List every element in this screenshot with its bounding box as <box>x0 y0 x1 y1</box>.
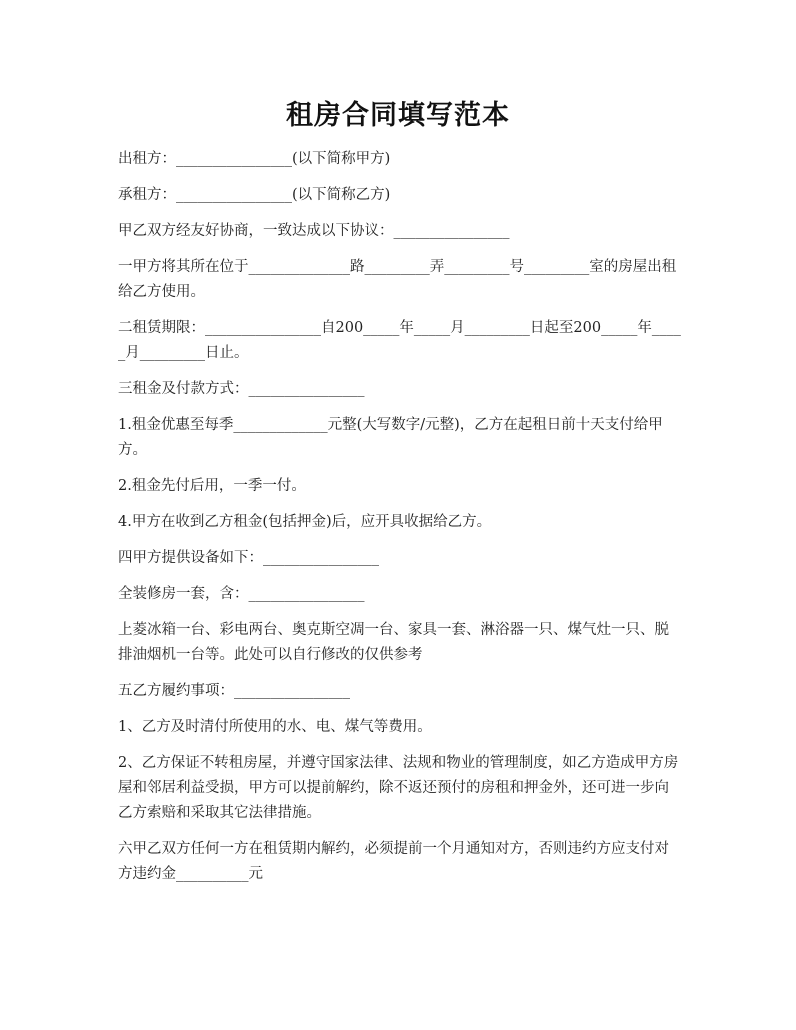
paragraph-utilities: 1、乙方及时清付所使用的水、电、煤气等费用。 <box>118 719 432 735</box>
paragraph-receipt: 4.甲方在收到乙方租金(包括押金)后，应开具收据给乙方。 <box>118 514 492 530</box>
paragraph-rent-payment: 2.租金先付后用，一季一付。 <box>118 478 306 494</box>
paragraph-clause-1-location: 一甲方将其所在位于______________路_________弄_________号_________室的房屋出租给乙方使用。 <box>118 259 677 300</box>
paragraph-agreement: 甲乙双方经友好协商，一致达成以下协议：________________ <box>118 223 510 239</box>
paragraph-appliances: 上菱冰箱一台、彩电两台、奥克斯空凋一台、家具一套、淋浴器一只、煤气灶一只、脱排油烟机一台等。此处可以自行修改的仅供参考 <box>118 622 669 663</box>
paragraph-clause-2-term: 二租赁期限：________________自200_____年_____月_________日起至200_____年_____月_________日止。 <box>118 320 681 361</box>
paragraph-clause-6-termination: 六甲乙双方任何一方在租赁期内解约，必须提前一个月通知对方，否则违约方应支付对方违约金__________元 <box>118 841 669 882</box>
document-body <box>118 147 683 898</box>
paragraph-clause-5-obligations: 五乙方履约事项：________________ <box>118 683 350 699</box>
paragraph-clause-3-rent: 三租金及付款方式：________________ <box>118 381 365 397</box>
paragraph-furnished: 全装修房一套，含：________________ <box>118 586 365 602</box>
paragraph-no-sublet: 2、乙方保证不转租房屋，并遵守国家法律、法规和物业的管理制度，如乙方造成甲方房屋和邻居利益受损，甲方可以提前解约，除不返还预付的房租和押金外，还可进一步向乙方索赔和采取其它法律措施。 <box>118 755 679 821</box>
document-title: 租房合同填写范本 <box>286 100 510 131</box>
paragraph-clause-4-equipment: 四甲方提供设备如下：________________ <box>118 550 379 566</box>
paragraph-lessee: 承租方：________________(以下简称乙方) <box>118 187 391 203</box>
paragraph-rent-amount: 1.租金优惠至每季_____________元整(大写数字/元整)，乙方在起租日前十天支付给甲方。 <box>118 417 663 458</box>
paragraph-lessor: 出租方：________________(以下简称甲方) <box>118 151 391 167</box>
